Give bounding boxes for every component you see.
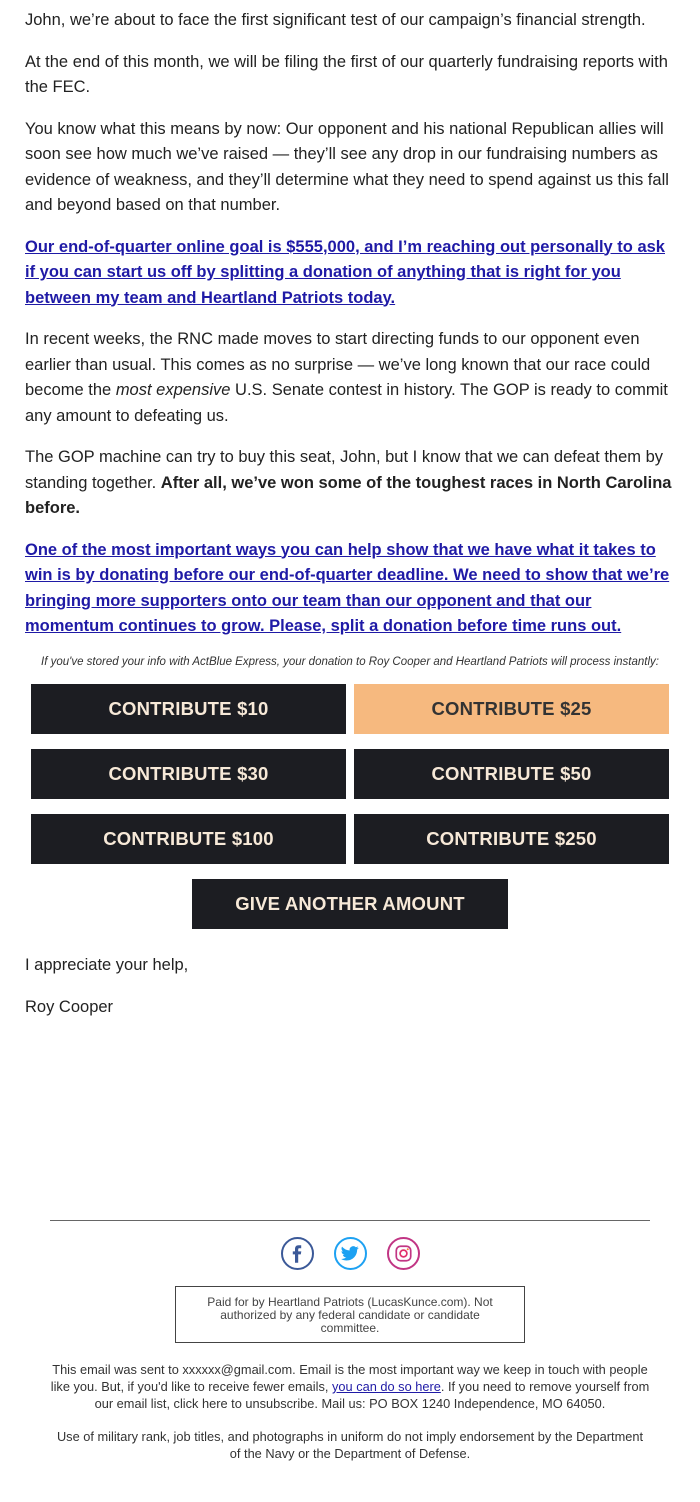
rnc-text-emphasis: most expensive — [115, 381, 231, 399]
gop-text: The GOP machine can try to buy this seat, John, but I know that we can defeat them by standing together. — [25, 448, 664, 492]
contribute-10-button[interactable]: CONTRIBUTE $10 — [31, 684, 346, 734]
recipient-email: xxxxxx@gmail.com — [182, 1362, 293, 1377]
footer-sent-text-c: . If you need to remove yourself from our email list, click here to unsubscribe. Mail us: PO BOX 1240 Independence, MO 64050. — [94, 1379, 650, 1411]
paid-for-disclaimer: Paid for by Heartland Patriots (LucasKunce.com). Not authorized by any federal candidate or candidate committee. — [175, 1286, 525, 1343]
paragraph-intro: John, we’re about to face the first significant test of our campaign’s financial strength. — [25, 11, 646, 29]
rnc-text-b: U.S. Senate contest in history. The GOP is ready to commit any amount to defeating us. — [25, 381, 668, 425]
email-body — [0, 0, 700, 668]
actblue-express-note: If you've stored your info with ActBlue Express, your donation to Roy Cooper and Heartland Patriots will process instantly: — [41, 655, 659, 668]
contribute-25-button[interactable]: CONTRIBUTE $25 — [354, 684, 669, 734]
paragraph-gop — [25, 445, 675, 522]
military-disclaimer: Use of military rank, job titles, and photographs in uniform do not imply endorsement by the Department of the Navy or the Department of Defense. — [56, 1429, 644, 1461]
twitter-glyph — [341, 1246, 359, 1261]
contribution-buttons — [31, 684, 669, 864]
signature-name: Roy Cooper — [25, 997, 114, 1016]
contribute-30-button[interactable]: CONTRIBUTE $30 — [31, 749, 346, 799]
paragraph-rnc — [25, 327, 675, 429]
twitter-icon[interactable] — [334, 1237, 367, 1270]
rnc-text-a: In recent weeks, the RNC made moves to start directing funds to our opponent even earlier than usual. This comes as no surprise — we’ve long known that our race could become the — [25, 330, 651, 399]
facebook-icon[interactable] — [281, 1237, 314, 1270]
footer-text — [50, 1361, 650, 1462]
facebook-glyph — [290, 1245, 304, 1263]
contribute-250-button[interactable]: CONTRIBUTE $250 — [354, 814, 669, 864]
deadline-donate-link[interactable]: One of the most important ways you can help show that we have what it takes to win is by donating before our end-of-quarter deadline. We need to show that we’re bringing more supporters onto our team than our opponent and that our momentum continues to grow. Please, split a donation before time runs out. — [25, 540, 670, 635]
signoff — [0, 953, 700, 1019]
footer — [0, 1220, 700, 1478]
paragraph-fec: At the end of this month, we will be filing the first of our quarterly fundraising reports with the FEC. — [25, 52, 668, 96]
give-another-amount-button[interactable]: GIVE ANOTHER AMOUNT — [192, 879, 508, 929]
gop-text-bold: After all, we’ve won some of the toughest races in North Carolina before. — [25, 473, 672, 517]
footer-divider — [50, 1220, 650, 1221]
footer-email-notice — [50, 1361, 650, 1412]
paragraph-goal-link — [25, 235, 675, 312]
fewer-emails-link[interactable]: you can do so here — [332, 1379, 441, 1394]
instagram-glyph — [395, 1245, 412, 1262]
closing-line: I appreciate your help, — [25, 955, 189, 974]
other-amount-row — [0, 879, 700, 929]
footer-sent-text-b: . Email is the most important way we keep in touch with people like you. But, if you'd like to receive fewer emails, — [50, 1362, 648, 1394]
instagram-icon[interactable] — [387, 1237, 420, 1270]
paragraph-opponent: You know what this means by now: Our opponent and his national Republican allies will soon see how much we’ve raised — they’ll see any drop in our fundraising numbers as evidence of weakness, and they’ll determine what they need to spend against us this fall and beyond based on that number. — [25, 119, 669, 214]
paragraph-deadline-link — [25, 538, 675, 640]
contribute-100-button[interactable]: CONTRIBUTE $100 — [31, 814, 346, 864]
social-links — [0, 1237, 700, 1270]
footer-sent-text-a: This email was sent to — [52, 1362, 183, 1377]
goal-donate-link[interactable]: Our end-of-quarter online goal is $555,000, and I’m reaching out personally to ask if you can start us off by splitting a donation of anything that is right for you between my team and Heartland Patriots today. — [25, 237, 665, 307]
contribute-50-button[interactable]: CONTRIBUTE $50 — [354, 749, 669, 799]
